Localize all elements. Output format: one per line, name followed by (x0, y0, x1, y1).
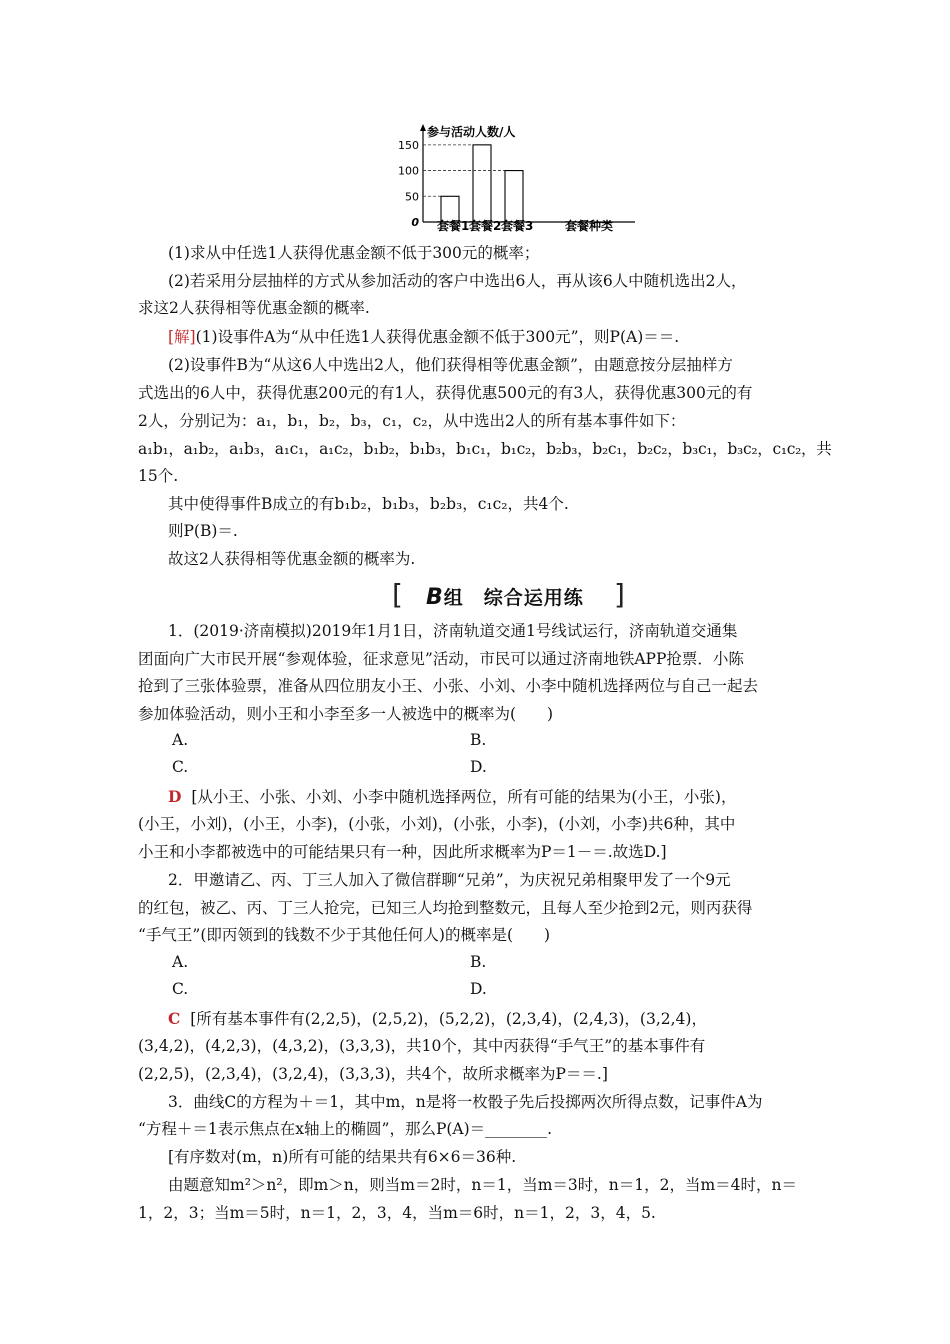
question-2-b: 求这2人获得相等优惠金额的概率. (138, 299, 370, 317)
y-axis-arrow (420, 124, 426, 131)
chart-y-label: 参与活动人数/人 (427, 125, 516, 139)
solution-2-e: 15个. (138, 467, 179, 485)
problem-2-option-d: D. (470, 980, 487, 998)
solution-2-a: (2)设事件B为“从这6人中选出2人，他们获得相等优惠金额”，由题意按分层抽样方 (168, 356, 733, 374)
problem-2-c: “手气王”(即丙领到的钱数不少于其他任何人)的概率是( ) (138, 926, 551, 944)
solution-3: 其中使得事件B成立的有b₁b₂，b₁b₃，b₂b₃，c₁c₂，共4个. (168, 495, 569, 513)
problem-1-option-d: D. (470, 758, 487, 776)
y-tick-label: 50 (405, 190, 419, 204)
y-tick-label: 150 (398, 138, 419, 152)
banner-close-bracket: ] (614, 578, 625, 611)
problem-2-b: 的红包，被乙、丙、丁三人抢完，已知三人均抢到整数元，且每人至少抢到2元，则丙获得 (138, 899, 753, 917)
banner-letter: B (426, 585, 444, 610)
problem-1-g: 小王和小李都被选中的可能结果只有一种，因此所求概率为P＝1－＝.故选D.] (138, 843, 667, 861)
y-tick-label: 100 (398, 164, 419, 178)
y-tick-label: 0 (411, 216, 419, 229)
solution-4: 则P(B)＝. (168, 522, 238, 540)
problem-2-answer-text: [所有基本事件有(2,2,5)，(2,5,2)，(5,2,2)，(2,3,4)，(2,4,3)，(3,2,4)， (190, 1010, 707, 1028)
x-tick-label: 套餐3 (501, 219, 534, 233)
section-banner (392, 580, 632, 610)
problem-1-answer (168, 786, 848, 808)
problem-1-option-a: A. (172, 731, 189, 749)
solution-2-c: 2人，分别记为：a₁，b₁，b₂，b₃，c₁，c₂，从中选出2人的所有基本事件如下： (138, 412, 686, 430)
bar (473, 145, 491, 222)
problem-2-a: 2．甲邀请乙、丙、丁三人加入了微信群聊“兄弟”，为庆祝兄弟相聚甲发了一个9元 (168, 871, 731, 889)
chart-x-label: 套餐种类 (565, 219, 614, 233)
problem-3-b: “方程＋＝1表示焦点在x轴上的椭圆”，那么P(A)＝________. (138, 1120, 553, 1138)
banner-title (426, 583, 584, 610)
x-tick-label: 套餐2 (469, 219, 502, 233)
problem-3-e: 1，2，3；当m＝5时，n＝1，2，3，4，当m＝6时，n＝1，2，3，4，5. (138, 1204, 656, 1222)
solution-1-text: (1)设事件A为“从中任选1人获得优惠金额不低于300元”，则P(A)＝＝. (195, 328, 680, 346)
problem-2-option-b: B. (470, 953, 487, 971)
problem-1-d: 参加体验活动，则小王和小李至多一人被选中的概率为( ) (138, 705, 554, 723)
solution-2-b: 式选出的6人中，获得优惠200元的有1人，获得优惠500元的有3人，获得优惠300元的有 (138, 384, 753, 402)
problem-1-answer-letter: D (168, 787, 182, 806)
problem-2-f: (3,4,2)，(4,2,3)，(4,3,2)，(3,3,3)，共10个，其中丙获得“手气王”的基本事件有 (138, 1037, 706, 1055)
problem-2-option-c: C. (172, 980, 189, 998)
problem-1-f: (小王，小刘)，(小王，小李)，(小张，小刘)，(小张，小李)，(小刘，小李)共6种，其中 (138, 815, 736, 833)
problem-2-answer-letter: C (168, 1009, 181, 1028)
problem-2-option-a: A. (172, 953, 189, 971)
problem-3-c: [有序数对(m，n)所有可能的结果共有6×6＝36种. (168, 1148, 517, 1166)
solution-2-d: a₁b₁，a₁b₂，a₁b₃，a₁c₁，a₁c₂，b₁b₂，b₁b₃，b₁c₁，b₁c₂，b₂b₃，b₂c₁，b₂c₂，b₃c₁，b₃c₂，c₁c₂，共 (138, 440, 832, 458)
x-tick-label: 套餐1 (437, 219, 470, 233)
problem-1-answer-text: [从小王、小张、小刘、小李中随机选择两位，所有可能的结果为(小王，小张)， (191, 788, 737, 806)
bar (505, 171, 523, 222)
banner-label: 组 综合运用练 (443, 587, 584, 609)
problem-2-answer (168, 1008, 848, 1030)
banner-open-bracket: [ (392, 578, 403, 611)
problem-3-d: 由题意知m²＞n²，即m＞n，则当m＝2时，n＝1，当m＝3时，n＝1，2，当m＝4时，n＝ (168, 1176, 798, 1194)
problem-1-a: 1．(2019·济南模拟)2019年1月1日，济南轨道交通1号线试运行，济南轨道交通集 (168, 622, 738, 640)
solution-5: 故这2人获得相等优惠金额的概率为. (168, 550, 416, 568)
problem-1-option-b: B. (470, 731, 487, 749)
problem-2-g: (2,2,5)，(2,3,4)，(3,2,4)，(3,3,3)，共4个，故所求概率为P＝＝.] (138, 1065, 608, 1083)
problem-1-option-c: C. (172, 758, 189, 776)
bar-chart (385, 122, 645, 237)
solution-tag: [解] (168, 328, 196, 346)
problem-1-c: 抢到了三张体验票，准备从四位朋友小王、小张、小刘、小李中随机选择两位与自己一起去 (138, 677, 759, 695)
question-1: (1)求从中任选1人获得优惠金额不低于300元的概率； (168, 244, 540, 262)
problem-3-a: 3．曲线C的方程为＋＝1，其中m，n是将一枚骰子先后投掷两次所得点数，记事件A为 (168, 1093, 763, 1111)
question-2-a: (2)若采用分层抽样的方式从参加活动的客户中选出6人，再从该6人中随机选出2人， (168, 272, 747, 290)
solution-1 (168, 326, 848, 348)
problem-1-b: 团面向广大市民开展“参观体验，征求意见”活动，市民可以通过济南地铁APP抢票．小陈 (138, 650, 744, 668)
